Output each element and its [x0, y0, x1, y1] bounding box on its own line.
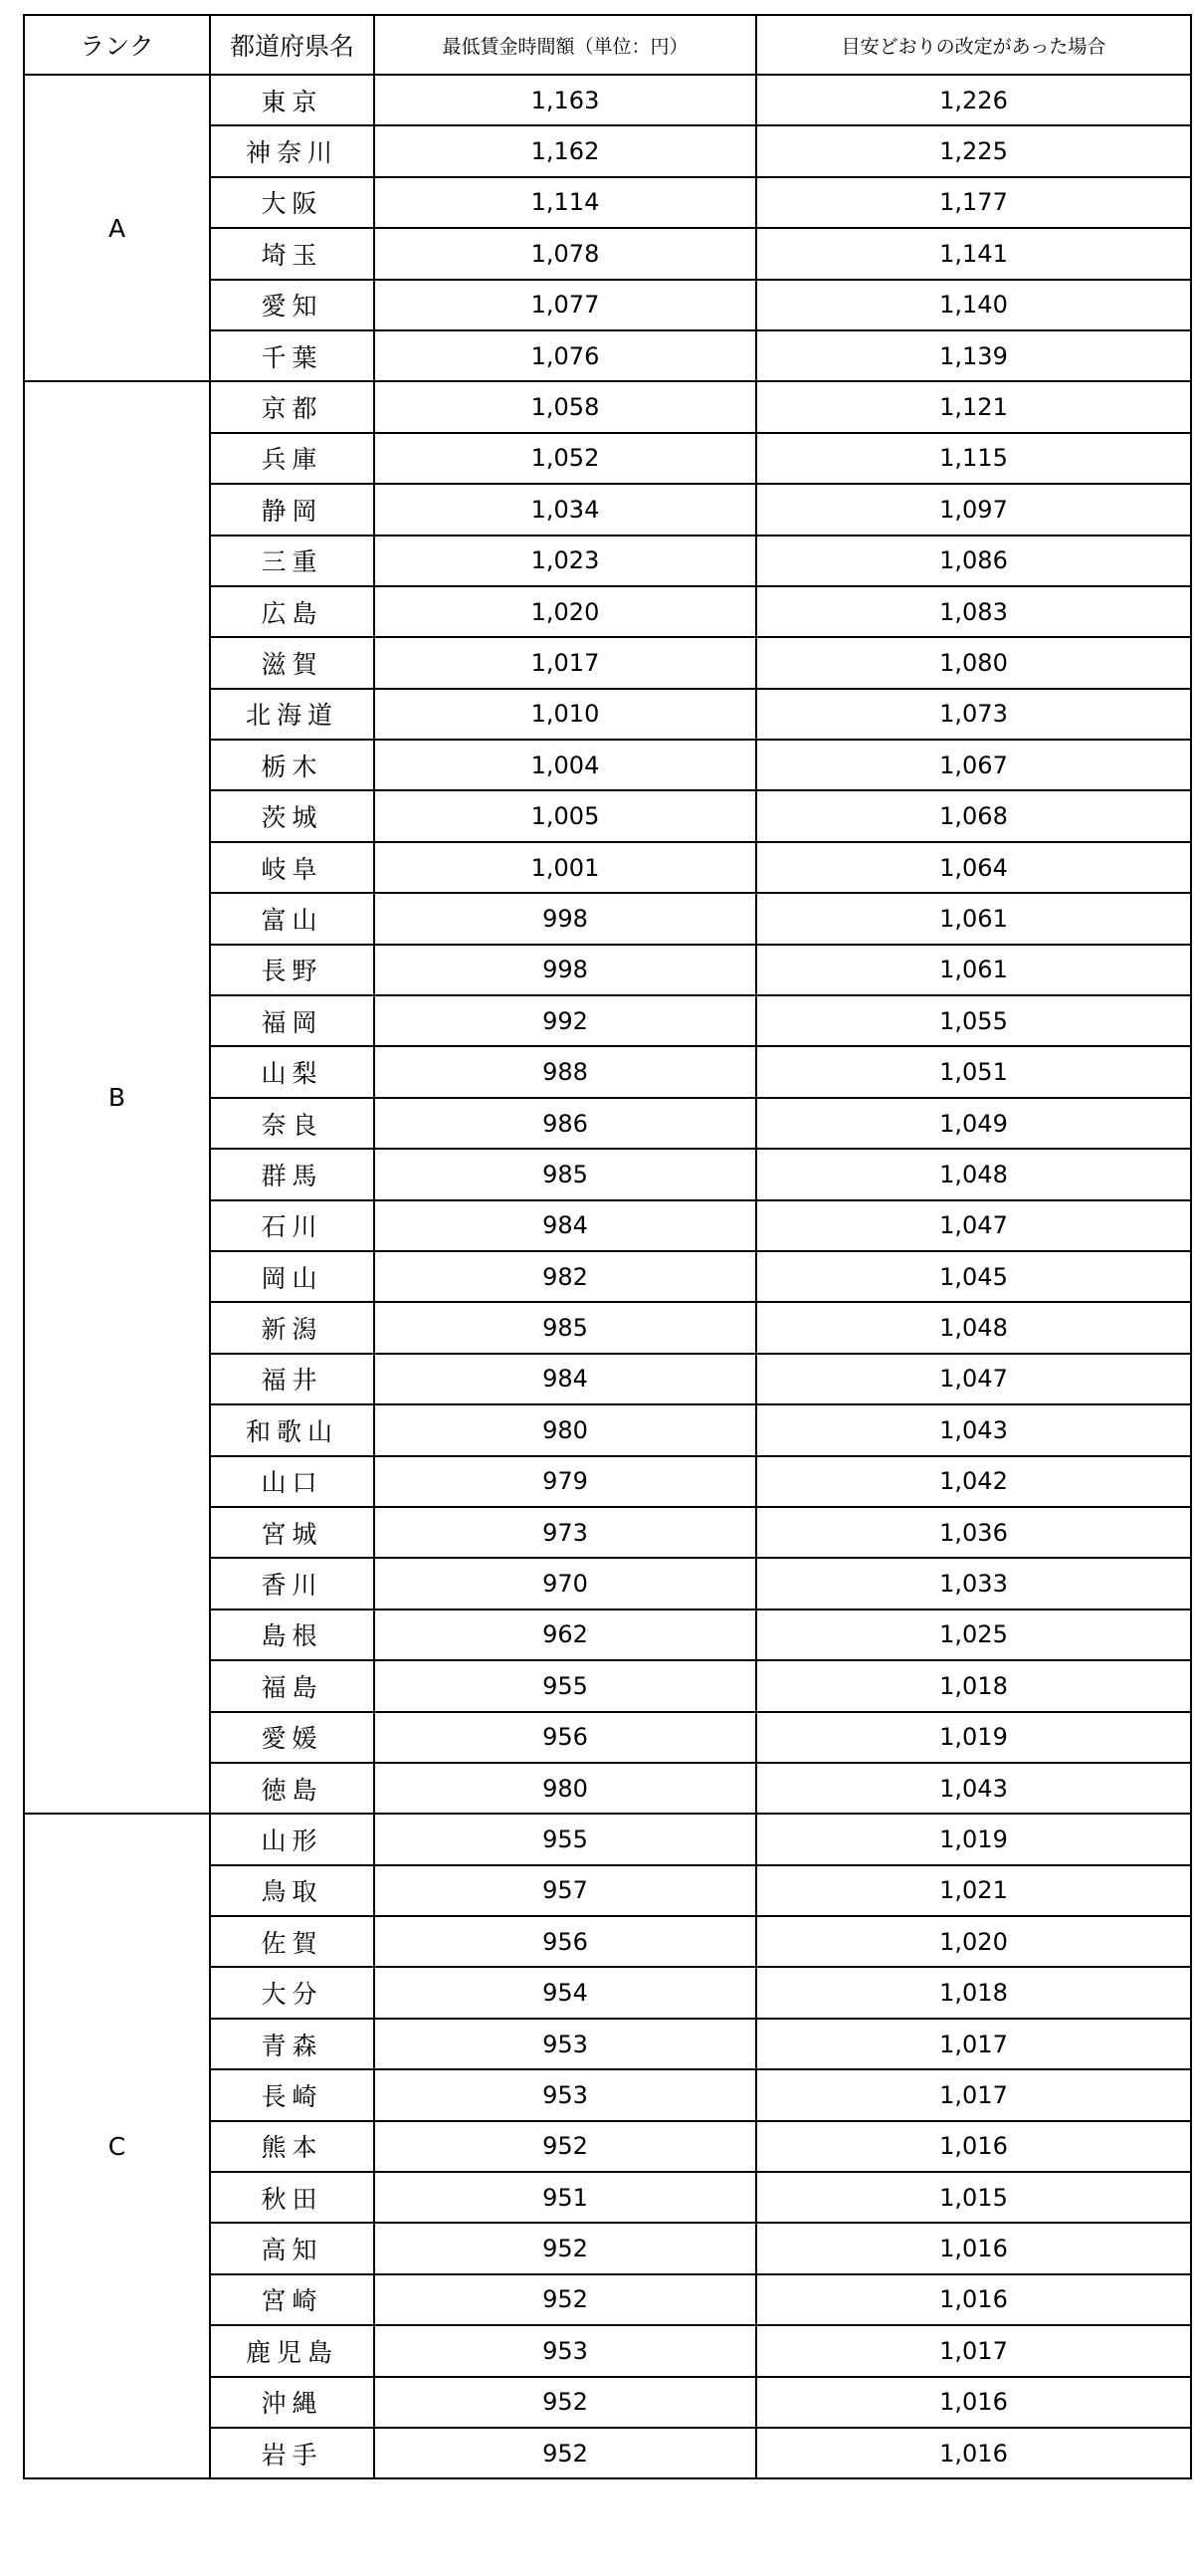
wage-cell: 985: [374, 1149, 756, 1199]
prefecture-cell: 岡山: [210, 1251, 374, 1302]
wage-cell: 952: [374, 2428, 756, 2478]
revised-wage-cell: 1,015: [756, 2172, 1191, 2223]
prefecture-cell: 岩手: [210, 2428, 374, 2478]
prefecture-cell: 愛知: [210, 280, 374, 330]
revised-wage-cell: 1,080: [756, 637, 1191, 688]
prefecture-cell: 福井: [210, 1354, 374, 1404]
revised-wage-cell: 1,097: [756, 484, 1191, 535]
wage-cell: 1,052: [374, 433, 756, 484]
wage-cell: 962: [374, 1610, 756, 1660]
prefecture-cell: 東京: [210, 75, 374, 125]
wage-cell: 992: [374, 995, 756, 1046]
wage-cell: 1,077: [374, 280, 756, 330]
revised-wage-cell: 1,051: [756, 1046, 1191, 1097]
prefecture-cell: 滋賀: [210, 637, 374, 688]
wage-cell: 970: [374, 1558, 756, 1609]
prefecture-cell: 青森: [210, 2019, 374, 2069]
revised-wage-cell: 1,121: [756, 381, 1191, 432]
wage-cell: 1,005: [374, 790, 756, 841]
prefecture-cell: 福岡: [210, 995, 374, 1046]
revised-wage-cell: 1,019: [756, 1712, 1191, 1763]
wage-cell: 1,023: [374, 536, 756, 586]
wage-cell: 1,017: [374, 637, 756, 688]
revised-wage-cell: 1,043: [756, 1404, 1191, 1455]
wage-cell: 953: [374, 2019, 756, 2069]
wage-cell: 1,162: [374, 125, 756, 176]
revised-wage-cell: 1,048: [756, 1149, 1191, 1199]
prefecture-cell: 茨城: [210, 790, 374, 841]
prefecture-cell: 栃木: [210, 740, 374, 790]
revised-wage-cell: 1,064: [756, 842, 1191, 893]
minimum-wage-table: [23, 14, 1192, 2479]
revised-wage-cell: 1,047: [756, 1200, 1191, 1251]
wage-cell: 953: [374, 2069, 756, 2120]
rank-cell: C: [24, 1814, 210, 2478]
wage-cell: 984: [374, 1354, 756, 1404]
revised-wage-cell: 1,033: [756, 1558, 1191, 1609]
table-row: [24, 75, 1191, 125]
prefecture-cell: 北海道: [210, 689, 374, 740]
wage-cell: 1,020: [374, 586, 756, 637]
wage-cell: 952: [374, 2274, 756, 2325]
revised-wage-cell: 1,139: [756, 330, 1191, 381]
revised-wage-cell: 1,055: [756, 995, 1191, 1046]
rank-cell: A: [24, 75, 210, 381]
revised-wage-cell: 1,073: [756, 689, 1191, 740]
wage-cell: 980: [374, 1763, 756, 1814]
prefecture-cell: 和歌山: [210, 1404, 374, 1455]
revised-wage-cell: 1,225: [756, 125, 1191, 176]
wage-cell: 998: [374, 945, 756, 995]
prefecture-cell: 高知: [210, 2223, 374, 2273]
table-row: [24, 381, 1191, 432]
wage-cell: 1,058: [374, 381, 756, 432]
prefecture-cell: 福島: [210, 1660, 374, 1711]
revised-wage-cell: 1,025: [756, 1610, 1191, 1660]
wage-cell: 1,078: [374, 228, 756, 279]
revised-wage-cell: 1,021: [756, 1865, 1191, 1916]
wage-cell: 986: [374, 1098, 756, 1149]
prefecture-cell: 新潟: [210, 1302, 374, 1353]
prefecture-cell: 鹿児島: [210, 2325, 374, 2376]
revised-wage-cell: 1,045: [756, 1251, 1191, 1302]
revised-wage-cell: 1,048: [756, 1302, 1191, 1353]
prefecture-cell: 島根: [210, 1610, 374, 1660]
prefecture-cell: 大阪: [210, 177, 374, 228]
revised-wage-cell: 1,017: [756, 2325, 1191, 2376]
prefecture-cell: 三重: [210, 536, 374, 586]
prefecture-cell: 佐賀: [210, 1916, 374, 1967]
wage-cell: 1,114: [374, 177, 756, 228]
revised-wage-cell: 1,016: [756, 2121, 1191, 2172]
wage-cell: 1,010: [374, 689, 756, 740]
prefecture-cell: 香川: [210, 1558, 374, 1609]
wage-cell: 952: [374, 2121, 756, 2172]
revised-wage-cell: 1,017: [756, 2019, 1191, 2069]
prefecture-cell: 沖縄: [210, 2377, 374, 2428]
prefecture-cell: 兵庫: [210, 433, 374, 484]
wage-cell: 953: [374, 2325, 756, 2376]
wage-cell: 954: [374, 1967, 756, 2018]
wage-cell: 985: [374, 1302, 756, 1353]
revised-wage-cell: 1,047: [756, 1354, 1191, 1404]
revised-wage-cell: 1,018: [756, 1967, 1191, 2018]
wage-cell: 952: [374, 2223, 756, 2273]
wage-cell: 982: [374, 1251, 756, 1302]
wage-cell: 1,163: [374, 75, 756, 125]
prefecture-cell: 埼玉: [210, 228, 374, 279]
wage-cell: 980: [374, 1404, 756, 1455]
revised-wage-cell: 1,226: [756, 75, 1191, 125]
wage-cell: 955: [374, 1660, 756, 1711]
revised-wage-cell: 1,016: [756, 2274, 1191, 2325]
prefecture-cell: 富山: [210, 893, 374, 944]
wage-cell: 956: [374, 1916, 756, 1967]
prefecture-cell: 奈良: [210, 1098, 374, 1149]
wage-cell: 973: [374, 1507, 756, 1558]
wage-cell: 984: [374, 1200, 756, 1251]
revised-wage-cell: 1,020: [756, 1916, 1191, 1967]
revised-wage-cell: 1,016: [756, 2377, 1191, 2428]
prefecture-cell: 山梨: [210, 1046, 374, 1097]
revised-wage-cell: 1,049: [756, 1098, 1191, 1149]
prefecture-cell: 長崎: [210, 2069, 374, 2120]
prefecture-cell: 熊本: [210, 2121, 374, 2172]
revised-wage-cell: 1,018: [756, 1660, 1191, 1711]
prefecture-cell: 広島: [210, 586, 374, 637]
wage-cell: 1,076: [374, 330, 756, 381]
table-header: [24, 15, 1191, 75]
prefecture-cell: 京都: [210, 381, 374, 432]
wage-cell: 957: [374, 1865, 756, 1916]
revised-wage-cell: 1,061: [756, 945, 1191, 995]
prefecture-cell: 宮城: [210, 1507, 374, 1558]
prefecture-cell: 鳥取: [210, 1865, 374, 1916]
prefecture-cell: 石川: [210, 1200, 374, 1251]
prefecture-cell: 山形: [210, 1814, 374, 1864]
wage-cell: 956: [374, 1712, 756, 1763]
prefecture-cell: 群馬: [210, 1149, 374, 1199]
wage-cell: 952: [374, 2377, 756, 2428]
header-wage: 最低賃金時間額（単位：円）: [374, 15, 756, 75]
wage-cell: 988: [374, 1046, 756, 1097]
rank-cell: B: [24, 381, 210, 1814]
revised-wage-cell: 1,115: [756, 433, 1191, 484]
wage-cell: 1,004: [374, 740, 756, 790]
prefecture-cell: 宮崎: [210, 2274, 374, 2325]
header-prefecture: 都道府県名: [210, 15, 374, 75]
revised-wage-cell: 1,017: [756, 2069, 1191, 2120]
revised-wage-cell: 1,086: [756, 536, 1191, 586]
revised-wage-cell: 1,019: [756, 1814, 1191, 1864]
revised-wage-cell: 1,141: [756, 228, 1191, 279]
revised-wage-cell: 1,061: [756, 893, 1191, 944]
prefecture-cell: 岐阜: [210, 842, 374, 893]
revised-wage-cell: 1,177: [756, 177, 1191, 228]
wage-cell: 1,034: [374, 484, 756, 535]
prefecture-cell: 千葉: [210, 330, 374, 381]
revised-wage-cell: 1,036: [756, 1507, 1191, 1558]
header-revised: 目安どおりの改定があった場合: [756, 15, 1191, 75]
header-row: [24, 15, 1191, 75]
revised-wage-cell: 1,016: [756, 2223, 1191, 2273]
revised-wage-cell: 1,140: [756, 280, 1191, 330]
table-row: [24, 1814, 1191, 1864]
prefecture-cell: 徳島: [210, 1763, 374, 1814]
header-rank: ランク: [24, 15, 210, 75]
prefecture-cell: 大分: [210, 1967, 374, 2018]
prefecture-cell: 山口: [210, 1456, 374, 1507]
wage-cell: 955: [374, 1814, 756, 1864]
prefecture-cell: 静岡: [210, 484, 374, 535]
revised-wage-cell: 1,016: [756, 2428, 1191, 2478]
wage-cell: 998: [374, 893, 756, 944]
wage-cell: 979: [374, 1456, 756, 1507]
prefecture-cell: 秋田: [210, 2172, 374, 2223]
wage-cell: 1,001: [374, 842, 756, 893]
revised-wage-cell: 1,067: [756, 740, 1191, 790]
prefecture-cell: 神奈川: [210, 125, 374, 176]
revised-wage-cell: 1,043: [756, 1763, 1191, 1814]
wage-cell: 951: [374, 2172, 756, 2223]
revised-wage-cell: 1,083: [756, 586, 1191, 637]
prefecture-cell: 愛媛: [210, 1712, 374, 1763]
table-body: [24, 75, 1191, 2478]
revised-wage-cell: 1,068: [756, 790, 1191, 841]
revised-wage-cell: 1,042: [756, 1456, 1191, 1507]
prefecture-cell: 長野: [210, 945, 374, 995]
